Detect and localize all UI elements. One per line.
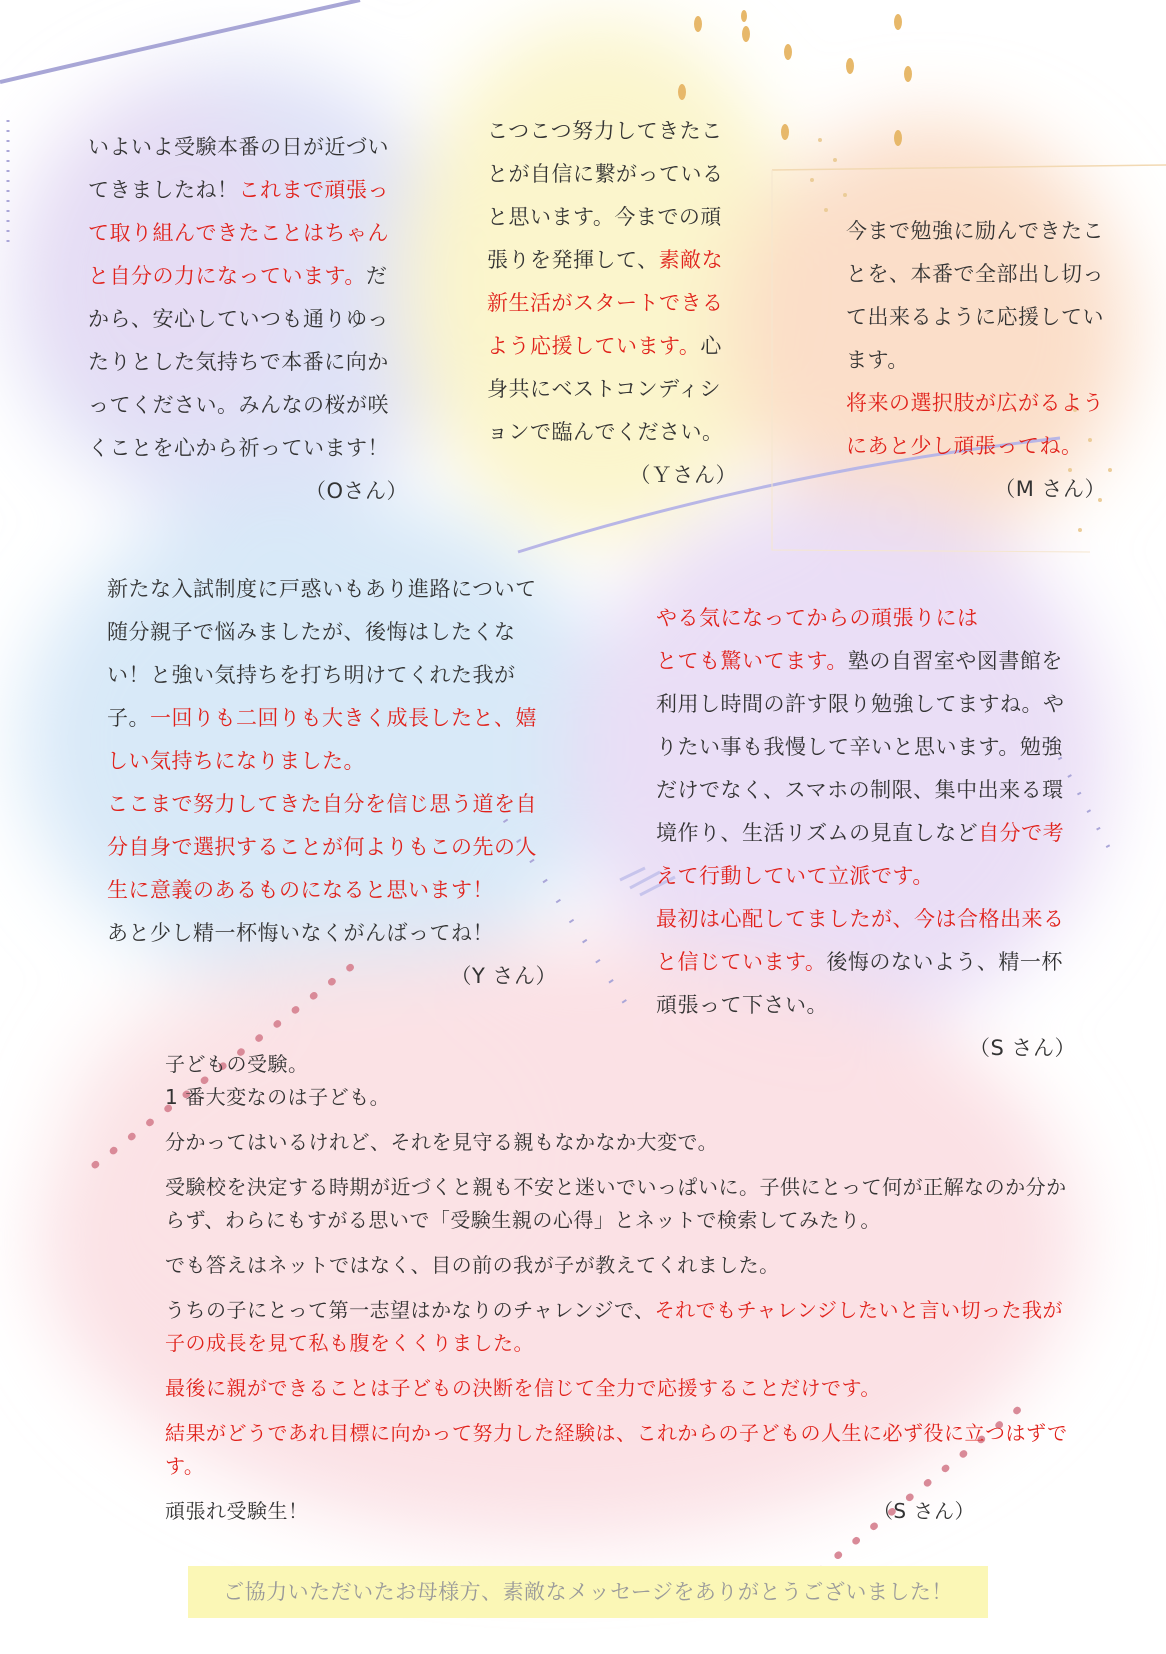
signature: （S さん） xyxy=(968,1036,1076,1060)
signature: （Oさん） xyxy=(304,479,408,503)
message-text xyxy=(88,126,408,470)
highlight-text: ここまで努力してきた自分を信じ思う道を自分自身で選択することが何よりもこの先の人生に意義のあるものになると思います！ xyxy=(107,792,537,902)
paragraph xyxy=(165,1171,1075,1237)
paragraph xyxy=(165,1126,1075,1159)
message-card-y1 xyxy=(487,110,737,497)
paragraph xyxy=(165,1372,1075,1405)
highlight-text: 将来の選択肢が広がるようにあと少し頑張ってね。 xyxy=(846,391,1104,458)
message-card-o xyxy=(88,126,408,513)
body-text: 頑張れ受験生！ xyxy=(165,1499,309,1523)
message-card-s2 xyxy=(165,1048,1075,1540)
body-text: あと少し精一杯悔いなくがんばってね！ xyxy=(107,921,494,945)
message-text xyxy=(846,210,1106,468)
highlight-text: とても驚いてます。 xyxy=(656,649,848,673)
body-text: 新たな入試制度に戸惑いもあり進路について随分親子で悩みましたが、後悔はしたくない！と強い気持ちを打ち明けてくれた我が子。 xyxy=(107,577,537,730)
body-text: 塾の自習室や図書館を利用し時間の許す限り勉強してますね。やりたい事も我慢して辛いと思います。勉強だけでなく、スマホの制限、集中出来る環境作り、生活リズムの見直しなど xyxy=(656,649,1065,845)
paragraph xyxy=(165,1249,1075,1282)
paragraph xyxy=(165,1495,1075,1528)
highlight-text: 最後に親ができることは子どもの決断を信じて全力で応援することだけです。 xyxy=(165,1376,881,1400)
message-card-y2 xyxy=(107,568,557,998)
highlight-text: 素敵な新生活がスタートできるよう応援しています。 xyxy=(487,248,724,358)
signature: （M さん） xyxy=(994,477,1106,501)
highlight-text: 結果がどうであれ目標に向かって努力した経験は、これからの子どもの人生に必ず役に立つはずです。 xyxy=(165,1421,1068,1478)
paragraph xyxy=(165,1048,1075,1114)
body-text: いよいよ受験本番の日が近づいてきましたね！ xyxy=(88,135,389,202)
body-text: こつこつ努力してきたことが自信に繋がっていると思います。今までの頑張りを発揮して、 xyxy=(487,119,724,272)
body-text: 受験校を決定する時期が近づくと親も不安と迷いでいっぱいに。子供にとって何が正解なのか分からず、わらにもすがる思いで「受験生親の心得」とネットで検索してみたり。 xyxy=(165,1175,1067,1232)
highlight-text: 自分で考えて行動していて立派です。 xyxy=(656,821,1065,888)
thanks-banner: ご協力いただいたお母様方、素敵なメッセージをありがとうございました！ xyxy=(188,1566,988,1618)
highlight-text: やる気になってからの頑張りには xyxy=(656,606,979,630)
highlight-text: それでもチャレンジしたいと言い切った我が子の成長を見て私も腹をくくりました。 xyxy=(165,1298,1064,1355)
highlight-text: これまで頑張って取り組んできたことはちゃんと自分の力になっています。 xyxy=(88,178,389,288)
highlight-text: 最初は心配してましたが、今は合格出来ると信じています。 xyxy=(656,907,1065,974)
body-text: 今まで勉強に励んできたことを、本番で全部出し切って出来るように応援しています。 xyxy=(846,219,1104,372)
message-text xyxy=(107,568,557,955)
body-text: でも答えはネットではなく、目の前の我が子が教えてくれました。 xyxy=(165,1253,780,1277)
body-text: 分かってはいるけれど、それを見守る親もなかなか大変で。 xyxy=(165,1130,719,1154)
paragraph xyxy=(165,1417,1075,1483)
body-text: 後悔のないよう、精一杯頑張って下さい。 xyxy=(656,950,1063,1017)
body-text: 子どもの受験。 xyxy=(165,1052,309,1076)
message-card-m xyxy=(846,210,1106,511)
paragraph xyxy=(165,1294,1075,1360)
body-text: 心身共にベストコンディションで臨んでください。 xyxy=(487,334,724,444)
body-text: だから、安心していつも通りゆったりとした気持ちで本番に向かってください。みんなの桜が咲くことを心から祈っています！ xyxy=(88,264,389,460)
message-text xyxy=(487,110,737,454)
message-text xyxy=(656,597,1076,1027)
signature: （Ｙさん） xyxy=(629,463,737,487)
highlight-text: 一回りも二回りも大きく成長したと、嬉しい気持ちになりました。 xyxy=(107,706,537,773)
signature: （S さん） xyxy=(872,1499,975,1523)
signature: （Y さん） xyxy=(450,964,557,988)
message-card-s1 xyxy=(656,597,1076,1070)
body-text: うちの子にとって第一志望はかなりのチャレンジで、 xyxy=(165,1298,655,1322)
body-text: 1 番大変なのは子ども。 xyxy=(165,1085,391,1109)
